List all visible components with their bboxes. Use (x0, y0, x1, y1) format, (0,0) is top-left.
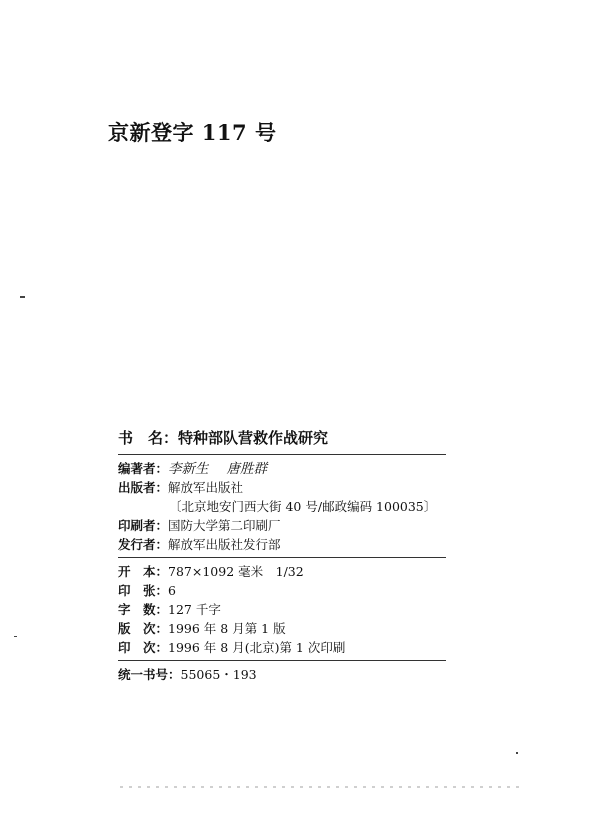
divider (118, 660, 446, 661)
spec-value: 6 (168, 583, 176, 598)
divider (118, 557, 446, 558)
book-title: 特种部队营救作战研究 (178, 429, 329, 447)
scan-noise (120, 786, 520, 788)
book-title-row (118, 425, 446, 451)
distributor-label: 发行者： (118, 537, 169, 552)
publisher-row (118, 478, 446, 497)
spec-row (118, 600, 446, 619)
spec-value: 1996 年 8 月第 1 版 (168, 621, 286, 636)
spec-label: 印 次： (118, 640, 169, 655)
spec-label: 印 张： (118, 583, 169, 598)
spec-row (118, 581, 446, 600)
editors-row (118, 459, 446, 478)
printer-label: 印刷者： (118, 518, 169, 533)
registration-number: 京新登字 117 号 (108, 120, 277, 145)
book-number: 55065・193 (180, 667, 257, 682)
publisher-name: 解放军出版社 (168, 480, 244, 495)
book-title-label: 书 名： (118, 429, 179, 447)
spec-label: 字 数： (118, 602, 169, 617)
distributor-name: 解放军出版社发行部 (168, 537, 281, 552)
distributor-row (118, 535, 446, 554)
spec-row (118, 638, 446, 657)
spec-row (118, 562, 446, 581)
publisher-address: 〔北京地安门西大街 40 号/邮政编码 100035〕 (169, 499, 437, 514)
editor-name: 李新生 (168, 461, 209, 477)
spec-label: 版 次： (118, 621, 169, 636)
editor-name: 唐胜群 (226, 461, 268, 477)
publisher-address-row (118, 497, 446, 516)
spec-value: 1996 年 8 月(北京)第 1 次印刷 (168, 640, 346, 655)
copyright-panel (118, 425, 446, 684)
printer-row (118, 516, 446, 535)
book-number-row (118, 665, 446, 684)
spec-value: 127 千字 (168, 602, 221, 617)
printer-name: 国防大学第二印刷厂 (168, 518, 281, 533)
divider (118, 454, 446, 455)
editors-label: 编著者： (118, 461, 169, 476)
spec-label: 开 本： (118, 564, 169, 579)
book-number-label: 统一书号： (118, 667, 181, 682)
spec-value: 787×1092 毫米 1/32 (168, 564, 304, 579)
spec-row (118, 619, 446, 638)
publisher-label: 出版者： (118, 480, 169, 495)
